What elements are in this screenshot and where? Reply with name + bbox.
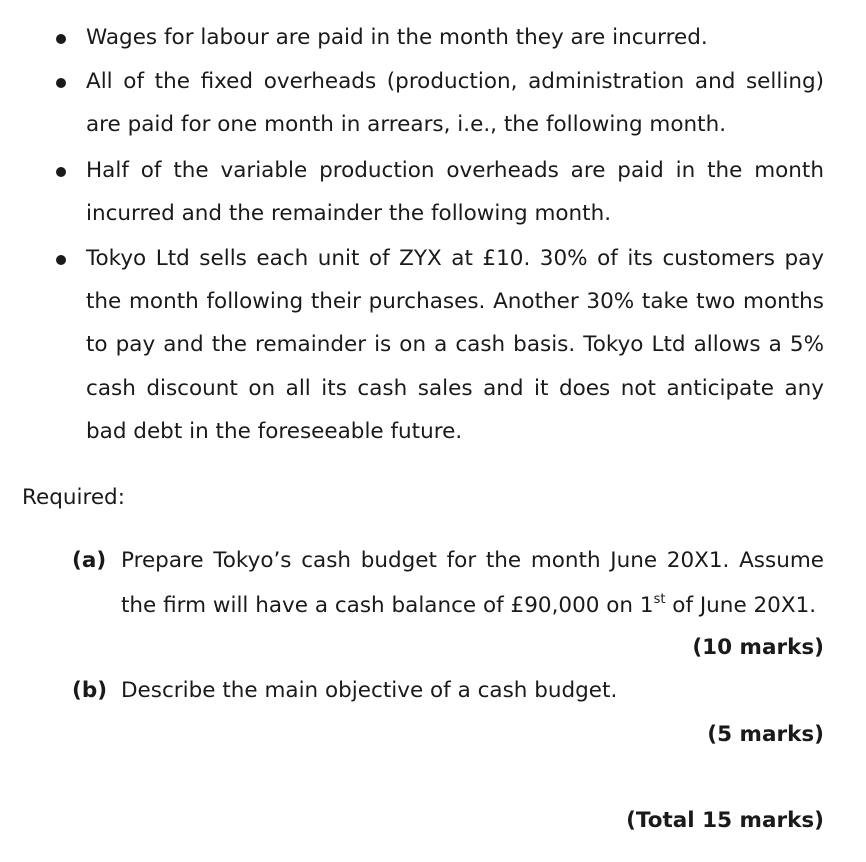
question-a-line-2-end: of June 20X1. xyxy=(665,593,817,618)
bullet-1-line-1: Wages for labour are paid in the month they are incurred. xyxy=(86,25,708,50)
bullet-icon xyxy=(55,33,67,45)
bullet-3-line-1: Half of the variable production overheads are paid in the month xyxy=(86,158,824,183)
question-b-label: (b) xyxy=(72,678,108,703)
required-heading: Required: xyxy=(22,485,125,510)
question-a-line-1: Prepare Tokyo’s cash budget for the month June 20X1. Assume xyxy=(121,548,824,573)
bullet-icon xyxy=(55,254,67,266)
bullet-icon xyxy=(55,166,67,178)
bullet-4-line-5: bad debt in the foreseeable future. xyxy=(86,419,463,444)
total-marks: (Total 15 marks) xyxy=(626,808,824,833)
bullet-2-line-2: are paid for one month in arrears, i.e., the following month. xyxy=(86,112,727,137)
question-b-marks: (5 marks) xyxy=(707,722,824,747)
bullet-2-line-1: All of the fixed overheads (production, administration and selling) xyxy=(86,69,824,94)
bullet-4-line-2: the month following their purchases. Another 30% take two months xyxy=(86,289,824,314)
bullet-4-line-3: to pay and the remainder is on a cash basis. Tokyo Ltd allows a 5% xyxy=(86,332,824,357)
question-a-line-2-text: the firm will have a cash balance of £90,000 on 1 xyxy=(121,593,654,618)
ordinal-superscript: st xyxy=(653,591,666,607)
bullet-icon xyxy=(55,77,67,89)
question-b-line-1: Describe the main objective of a cash budget. xyxy=(121,678,618,703)
question-a-marks: (10 marks) xyxy=(692,635,824,660)
bullet-4-line-4: cash discount on all its cash sales and it does not anticipate any xyxy=(86,376,824,401)
bullet-4-line-1: Tokyo Ltd sells each unit of ZYX at £10. 30% of its customers pay xyxy=(86,246,824,271)
bullet-3-line-2: incurred and the remainder the following month. xyxy=(86,201,612,226)
question-a-line-2 xyxy=(121,591,824,621)
question-a-label: (a) xyxy=(72,548,107,573)
